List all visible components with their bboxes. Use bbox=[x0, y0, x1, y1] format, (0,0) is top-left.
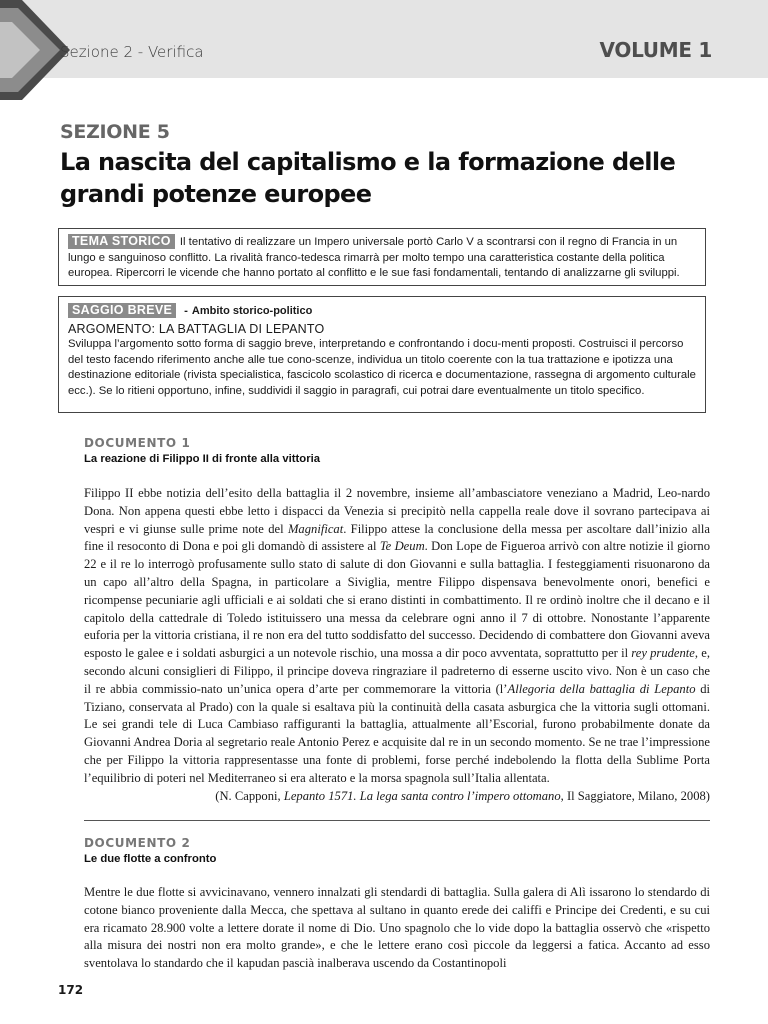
document-1-label: DOCUMENTO 1 bbox=[84, 436, 191, 450]
saggio-argomento: ARGOMENTO: LA BATTAGLIA DI LEPANTO bbox=[68, 321, 325, 336]
saggio-dash: - bbox=[184, 305, 188, 317]
text-run: (N. Capponi, bbox=[215, 789, 284, 803]
saggio-breve-box bbox=[58, 296, 706, 413]
saggio-header bbox=[68, 303, 696, 320]
text-run: . Filippo attese la conclusione della messa per ascoltare dall’inizio alla fine il resoconto di Dona e poi gli domandò di assistere al bbox=[84, 521, 710, 554]
document-2-subtitle: Le due flotte a confronto bbox=[84, 853, 217, 865]
divider-rule bbox=[84, 820, 710, 821]
saggio-ambito: Ambito storico-politico bbox=[191, 305, 313, 317]
text-run: , e, secondo alcuni consiglieri di Filippo, il principe doveva ringraziare il padreterno di esserne uscito vivo. Non è un caso che il re abbia commissio-nato un’unica opera d’arte per commemorare la vittoria (l’ bbox=[84, 646, 710, 696]
header-section-label: Sezione 2 - Verifica bbox=[60, 43, 204, 61]
saggio-text: Sviluppa l’argomento sotto forma di saggio breve, interpretando e confrontando i docu-menti proposti. Costruisci il percorso del testo facendo riferimento anche alle tue cono-scenze, individua un titolo coerente con la tua trattazione e ipotizza una destinazione editoriale (rivista specialistica, fascicolo scolastico di ricerca e documentazione, rassegna di argomento culturale ecc.). Se lo ritieni opportuno, infine, suddividi il saggio in paragrafi, cui potrai dare eventualmente un titolo specifico. bbox=[68, 338, 696, 397]
text-run: Filippo II ebbe notizia dell’esito della battaglia il 2 novembre, insieme all’ambasciatore veneziano a Madrid, Leo-nardo Dona. Non appena questi ebbe letto i dispacci da Venezia si precipitò nella cappella reale dove il sovrano partecipava ai vespri e vi giunse sulle prime note del bbox=[84, 486, 710, 536]
text-run: . Don Lope de Figueroa arrivò con altre notizie il giorno 22 e il re lo interrogò profusamente sullo stato di salute di don Giovanni e sulla battaglia. I festeggiamenti risuonarono da un capo all’altro della Spagna, in particolare a Siviglia, mentre Filippo dispensava benevolmente onori, benefici e ricompense pecuniarie agli ufficiali e ai soldati che si erano distinti in combattimento. Il re ordinò inoltre che il decano e il capitolo della cattedrale di Toledo istituissero una messa da celebrare ogni anno il 7 di ottobre. Nonostante l’apparente euforia per la vittoria cristiana, il re non era del tutto soddisfatto del successo. Decidendo di combattere don Giovanni aveva esposto le galee e i soldati asburgici a un notevole rischio, una mossa a dir poco avventata, soprattutto per il bbox=[84, 539, 710, 661]
document-2-body bbox=[84, 884, 710, 973]
document-1-paragraph bbox=[84, 485, 710, 788]
document-1-citation bbox=[215, 789, 710, 804]
saggio-breve-tag: SAGGIO BREVE bbox=[68, 303, 176, 318]
document-1-subtitle: La reazione di Filippo II di fronte alla vittoria bbox=[84, 453, 321, 465]
page-title: La nascita del capitalismo e la formazione delle grandi potenze europee bbox=[60, 148, 676, 208]
italic-text: Te Deum bbox=[379, 539, 425, 554]
document-2-paragraph: Mentre le due flotte si avvicinavano, vennero innalzati gli stendardi di battaglia. Sulla galera di Alì issarono lo stendardo di cotone bianco proveniente dalla Mecca, che spettava al sultano in quanto erede dei califfi e Principe dei Credenti, e su cui era ricamato 28.900 volte a lettere dorate il nome di Dio. Uno spagnolo che lo vide dopo la battaglia osservò che «rispetto alla misura dei nostri non era molto grande», e che le lettere erano così piccole da leggersi a fatica. Accanto ad esso sventolava lo standardo che il kapudan pascià inalberava uscendo da Costantinopoli bbox=[84, 885, 710, 971]
italic-text: Allegoria della battaglia di Lepanto bbox=[507, 681, 696, 696]
tema-storico-text: Il tentativo di realizzare un Impero universale portò Carlo V a scontrarsi con il regno di Francia in un lungo e sanguinoso conflitto. La rivalità franco-tedesca rimarrà per molto tempo una caratteristica costante della politica europea. Ripercorri le vicende che hanno portato al conflitto e le sue fasi fondamentali, tentando di analizzarne gli sviluppi. bbox=[68, 236, 680, 280]
header-volume-label: VOLUME 1 bbox=[599, 38, 712, 62]
text-run: di Tiziano, conservata al Prado) con la quale si esaltava più la continuità della casata asburgica che la vittoria sugli ottomani. Le sei grandi tele di Luca Cambiaso raffiguranti la battaglia, attualmente all’Escorial, furono probabilmente donate da Giovanni Andrea Doria al segretario reale Antonio Perez e acquisite dal re in un secondo momento. Se ne trae l’impressione che per Filippo la vittoria rappresentasse una fonte di problemi, forse perché indebolendo la flotta della Sublime Porta l’equilibrio di poteri nel Mediterraneo si era alterato e la morsa spagnola sull’Italia allentata. bbox=[84, 681, 710, 785]
document-2-label: DOCUMENTO 2 bbox=[84, 836, 191, 850]
text-run: , Il Saggiatore, Milano, 2008) bbox=[560, 789, 710, 803]
document-1-body bbox=[84, 485, 710, 788]
section-label: SEZIONE 5 bbox=[60, 121, 170, 143]
italic-text: Lepanto 1571. La lega santa contro l’impero ottomano bbox=[283, 789, 561, 803]
tema-storico-tag: TEMA STORICO bbox=[68, 234, 175, 249]
italic-text: Magnificat bbox=[287, 521, 344, 536]
tema-storico-box bbox=[58, 228, 706, 286]
italic-text: rey prudente bbox=[631, 646, 695, 661]
page-number: 172 bbox=[58, 983, 84, 997]
